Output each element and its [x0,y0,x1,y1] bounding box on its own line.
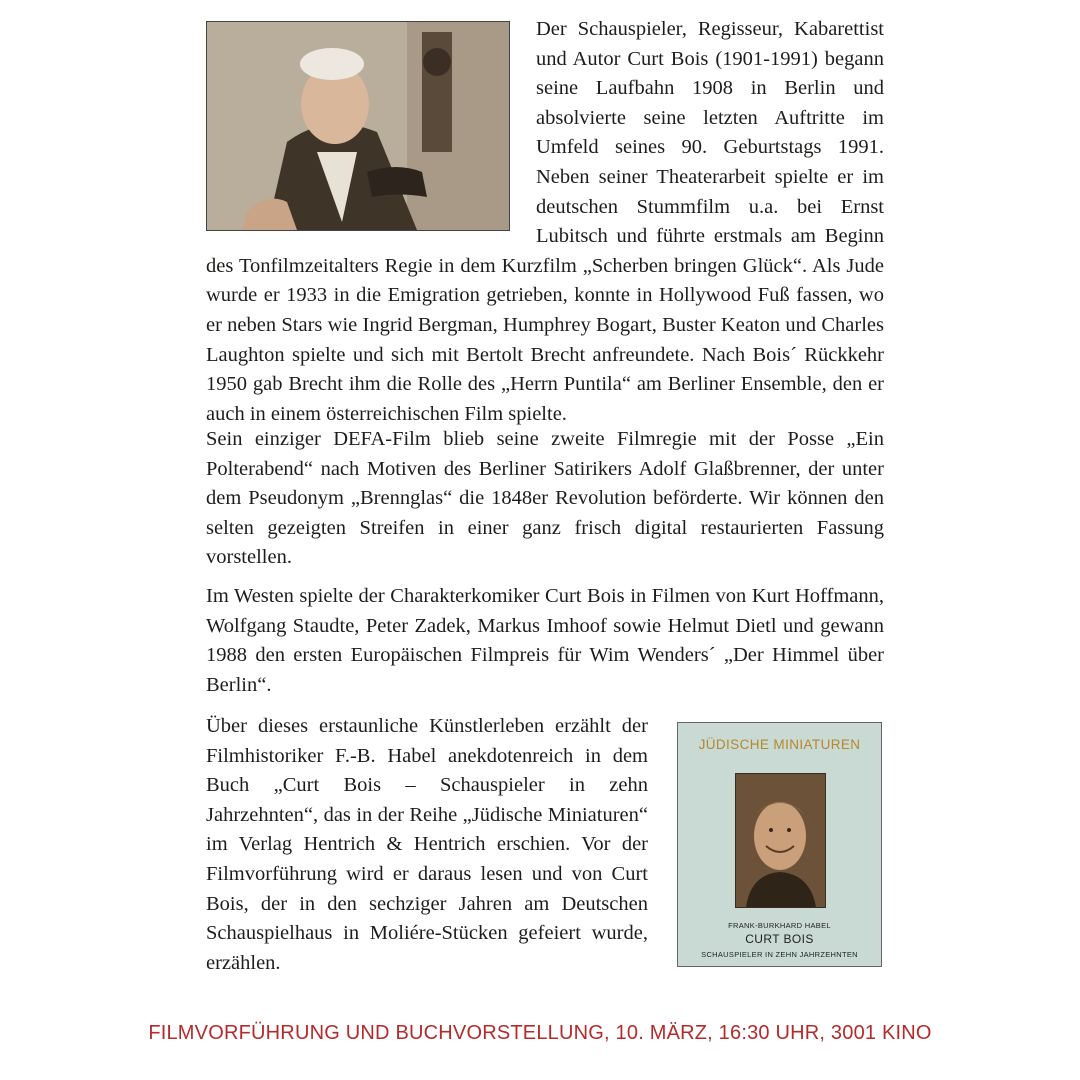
intro-section [206,15,884,429]
intro-text: Der Schauspieler, Regisseur, Kabarettist und Autor Curt Bois (1901-1991) begann seine Laufbahn 1908 in Berlin und absolvierte seine letzten Auftritte im Umfeld seines 90. Geburtstags 1991. Neben seiner Theaterarbeit spielte er im deutschen Stummfilm u.a. bei Ernst Lubitsch und führte erstmals am Beginn des Tonfilmzeitalters Regie in dem Kurzfilm „Scherben bringen Glück“. Als Jude wurde er 1933 in die Emigration getrieben, konnte in Hollywood Fuß fassen, wo er neben Stars wie Ingrid Bergman, Humphrey Bogart, Buster Keaton und Charles Laughton spielte und sich mit Bertolt Brecht anfreundete. Nach Bois´ Rückkehr 1950 gab Brecht ihm die Rolle des „Herrn Puntila“ am Berliner Ensemble, den er auch in einem österreichischen Film spielte. [206,18,884,425]
film-still-illustration [207,22,509,230]
book-subtitle: SCHAUSPIELER IN ZEHN JAHRZEHNTEN [701,950,858,959]
paragraph-book: Über dieses erstaunliche Künstlerleben erzählt der Filmhistoriker F.-B. Habel anekdotenreich in dem Buch „Curt Bois – Schauspieler in zehn Jahrzehnten“, das in der Reihe „Jüdische Miniaturen“ im Verlag Hentrich & Hentrich erschien. Vor der Filmvorführung wird er daraus lesen und von Curt Bois, der in den sechziger Jahren am Deutschen Schauspielhaus in Moliére-Stücken gefeiert wurde, erzählen. [206,715,648,974]
paragraph-west: Im Westen spielte der Charakterkomiker Curt Bois in Filmen von Kurt Hoffmann, Wolfgang Staudte, Peter Zadek, Markus Imhoof sowie Helmut Dietl und gewann 1988 den ersten Europäischen Filmpreis für Wim Wenders´ „Der Himmel über Berlin“. [206,585,884,696]
event-info-footer: FILMVORFÜHRUNG UND BUCHVORSTELLUNG, 10. MÄRZ, 16:30 UHR, 3001 KINO [148,1022,932,1044]
book-cover [677,722,882,967]
portrait-illustration [736,774,825,907]
film-still-photo [206,21,510,231]
book-series-title: JÜDISCHE MINIATUREN [698,737,861,752]
paragraph-defa: Sein einziger DEFA-Film blieb seine zweite Filmregie mit der Posse „Ein Polterabend“ nach Motiven des Berliner Satirikers Adolf Glaßbrenner, der unter dem Pseudonym „Brennglas“ die 1848er Revolution beförderte. Wir können den selten gezeigten Streifen in einer ganz frisch digital restaurierten Fassung vorstellen. [206,428,884,569]
book-title: CURT BOIS [745,932,814,946]
book-author: FRANK-BURKHARD HABEL [728,921,831,930]
book-portrait-photo [735,773,826,908]
